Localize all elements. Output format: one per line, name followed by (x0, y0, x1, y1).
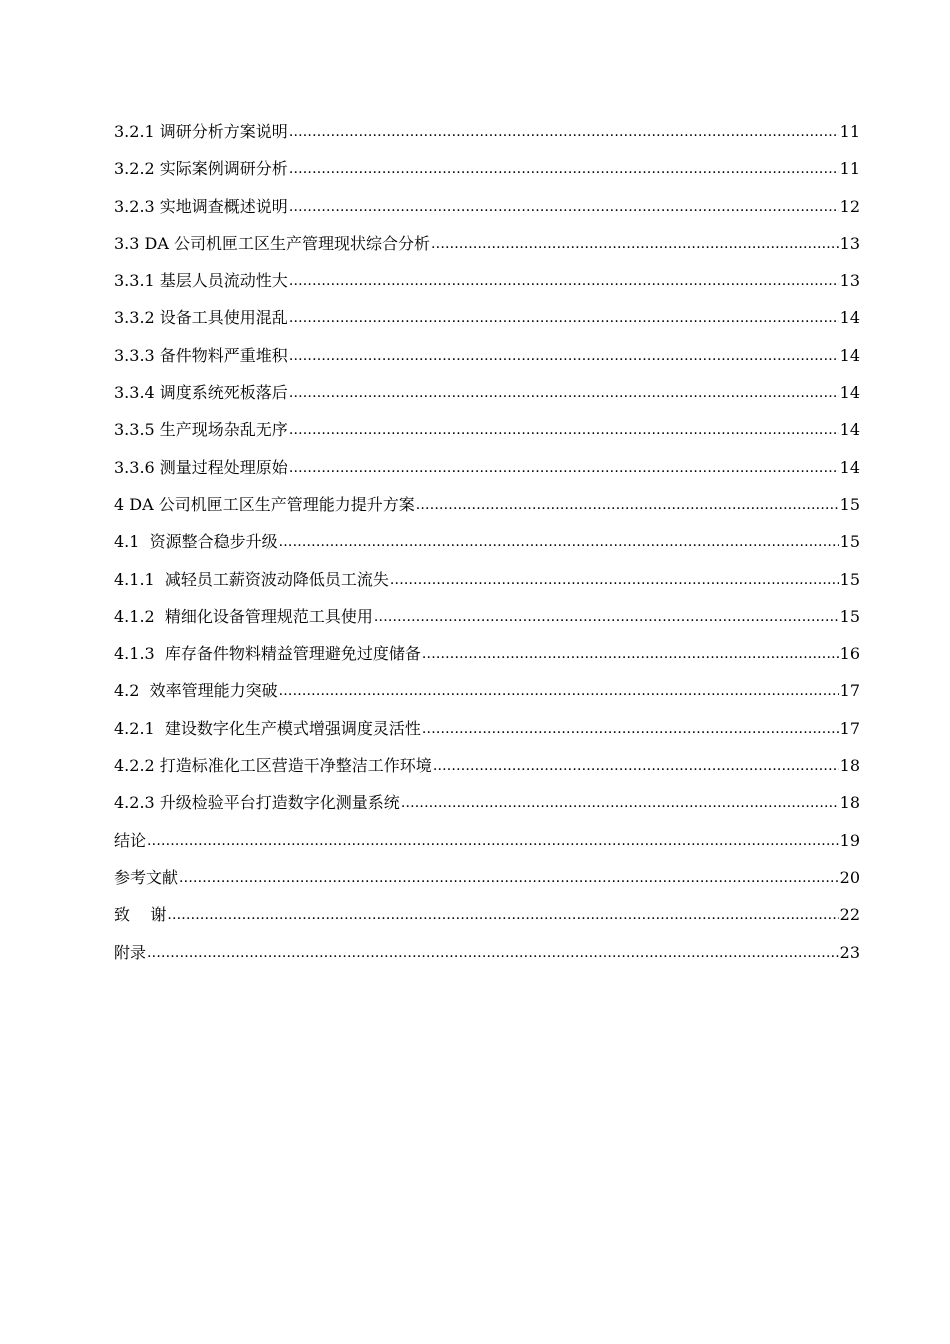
toc-entry-page: 12 (839, 196, 860, 216)
toc-dot-leader (289, 455, 839, 480)
toc-entry-page: 19 (839, 830, 860, 850)
toc-dot-leader (167, 902, 838, 927)
toc-dot-leader (289, 156, 839, 181)
toc-entry-page: 16 (839, 644, 860, 664)
toc-entry-page: 14 (839, 457, 860, 477)
toc-entry[interactable] (114, 269, 860, 306)
toc-dot-leader (279, 678, 839, 703)
toc-entry[interactable] (114, 717, 860, 754)
toc-entry[interactable] (114, 568, 860, 605)
toc-dot-leader (289, 343, 839, 368)
toc-entry-title: 3.2.1 调研分析方案说明 (114, 122, 288, 141)
toc-entry[interactable] (114, 232, 860, 269)
toc-entry[interactable] (114, 195, 860, 232)
toc-dot-leader (374, 604, 839, 629)
toc-entry-title: 4.1.3 库存备件物料精益管理避免过度储备 (114, 644, 421, 664)
toc-dot-leader (390, 567, 839, 592)
toc-entry-title: 4.1.1 减轻员工薪资波动降低员工流失 (114, 569, 389, 589)
toc-dot-leader (279, 529, 839, 554)
toc-entry[interactable] (114, 530, 860, 567)
toc-entry-page: 13 (839, 233, 860, 253)
table-of-contents (114, 120, 860, 978)
toc-entry[interactable] (114, 642, 860, 679)
toc-entry-title: 3.3.2 设备工具使用混乱 (114, 308, 288, 328)
toc-dot-leader (289, 119, 839, 144)
toc-entry-title: 附录 (114, 942, 147, 962)
toc-entry-page: 18 (839, 756, 860, 776)
toc-entry[interactable] (114, 866, 860, 903)
toc-dot-leader (289, 305, 839, 330)
toc-entry-page: 11 (839, 159, 860, 179)
toc-dot-leader (147, 828, 839, 853)
toc-dot-leader (289, 268, 839, 293)
toc-entry-title: 结论 (114, 830, 147, 850)
toc-entry-page: 14 (839, 308, 860, 328)
toc-entry-page: 14 (839, 345, 860, 365)
toc-entry[interactable] (114, 418, 860, 455)
toc-entry[interactable] (114, 456, 860, 493)
toc-dot-leader (416, 492, 839, 517)
toc-entry-title: 4 DA 公司机匣工区生产管理能力提升方案 (114, 494, 415, 514)
toc-entry[interactable] (114, 679, 860, 716)
toc-entry[interactable] (114, 120, 860, 157)
toc-dot-leader (431, 231, 839, 256)
toc-entry-title: 3.3.5 生产现场杂乱无序 (114, 420, 288, 440)
toc-dot-leader (422, 641, 839, 666)
toc-entry-title: 3.3 DA 公司机匣工区生产管理现状综合分析 (114, 233, 431, 253)
toc-entry-page: 15 (839, 606, 860, 626)
toc-entry-page: 15 (839, 494, 860, 514)
toc-entry[interactable] (114, 605, 860, 642)
toc-entry-title: 4.2.1 建设数字化生产模式增强调度灵活性 (114, 718, 421, 738)
toc-entry[interactable] (114, 829, 860, 866)
toc-entry-page: 17 (839, 681, 860, 701)
toc-dot-leader (179, 865, 839, 890)
toc-entry-page: 20 (839, 867, 860, 887)
toc-dot-leader (289, 194, 839, 219)
toc-entry-page: 11 (839, 122, 860, 141)
toc-entry-title: 3.3.6 测量过程处理原始 (114, 457, 288, 477)
toc-entry-title: 致 谢 (114, 905, 167, 925)
toc-entry[interactable] (114, 493, 860, 530)
toc-dot-leader (422, 716, 839, 741)
toc-entry[interactable] (114, 306, 860, 343)
toc-entry-page: 14 (839, 383, 860, 403)
toc-entry-page: 15 (839, 532, 860, 552)
toc-entry-title: 3.2.2 实际案例调研分析 (114, 159, 288, 179)
toc-entry-title: 4.2 效率管理能力突破 (114, 681, 278, 701)
toc-entry[interactable] (114, 381, 860, 418)
toc-entry-page: 13 (839, 271, 860, 291)
toc-dot-leader (433, 753, 839, 778)
toc-dot-leader (401, 790, 839, 815)
toc-entry-title: 3.3.1 基层人员流动性大 (114, 271, 288, 291)
toc-entry-title: 4.2.2 打造标准化工区营造干净整洁工作环境 (114, 756, 432, 776)
toc-entry-title: 3.2.3 实地调查概述说明 (114, 196, 288, 216)
toc-entry-page: 23 (839, 942, 860, 962)
toc-entry[interactable] (114, 903, 860, 940)
toc-dot-leader (147, 940, 839, 965)
toc-entry-title: 4.1.2 精细化设备管理规范工具使用 (114, 606, 373, 626)
toc-entry-page: 22 (839, 905, 860, 925)
toc-entry[interactable] (114, 157, 860, 194)
toc-entry-page: 17 (839, 718, 860, 738)
toc-entry[interactable] (114, 344, 860, 381)
toc-entry-title: 4.2.3 升级检验平台打造数字化测量系统 (114, 793, 400, 813)
toc-entry-title: 3.3.3 备件物料严重堆积 (114, 345, 288, 365)
toc-dot-leader (289, 380, 839, 405)
toc-entry[interactable] (114, 791, 860, 828)
toc-entry-title: 4.1 资源整合稳步升级 (114, 532, 278, 552)
toc-entry-title: 3.3.4 调度系统死板落后 (114, 383, 288, 403)
toc-entry[interactable] (114, 941, 860, 978)
toc-entry-page: 18 (839, 793, 860, 813)
toc-entry[interactable] (114, 754, 860, 791)
toc-entry-page: 14 (839, 420, 860, 440)
toc-entry-title: 参考文献 (114, 867, 179, 887)
toc-entry-page: 15 (839, 569, 860, 589)
toc-dot-leader (289, 417, 839, 442)
